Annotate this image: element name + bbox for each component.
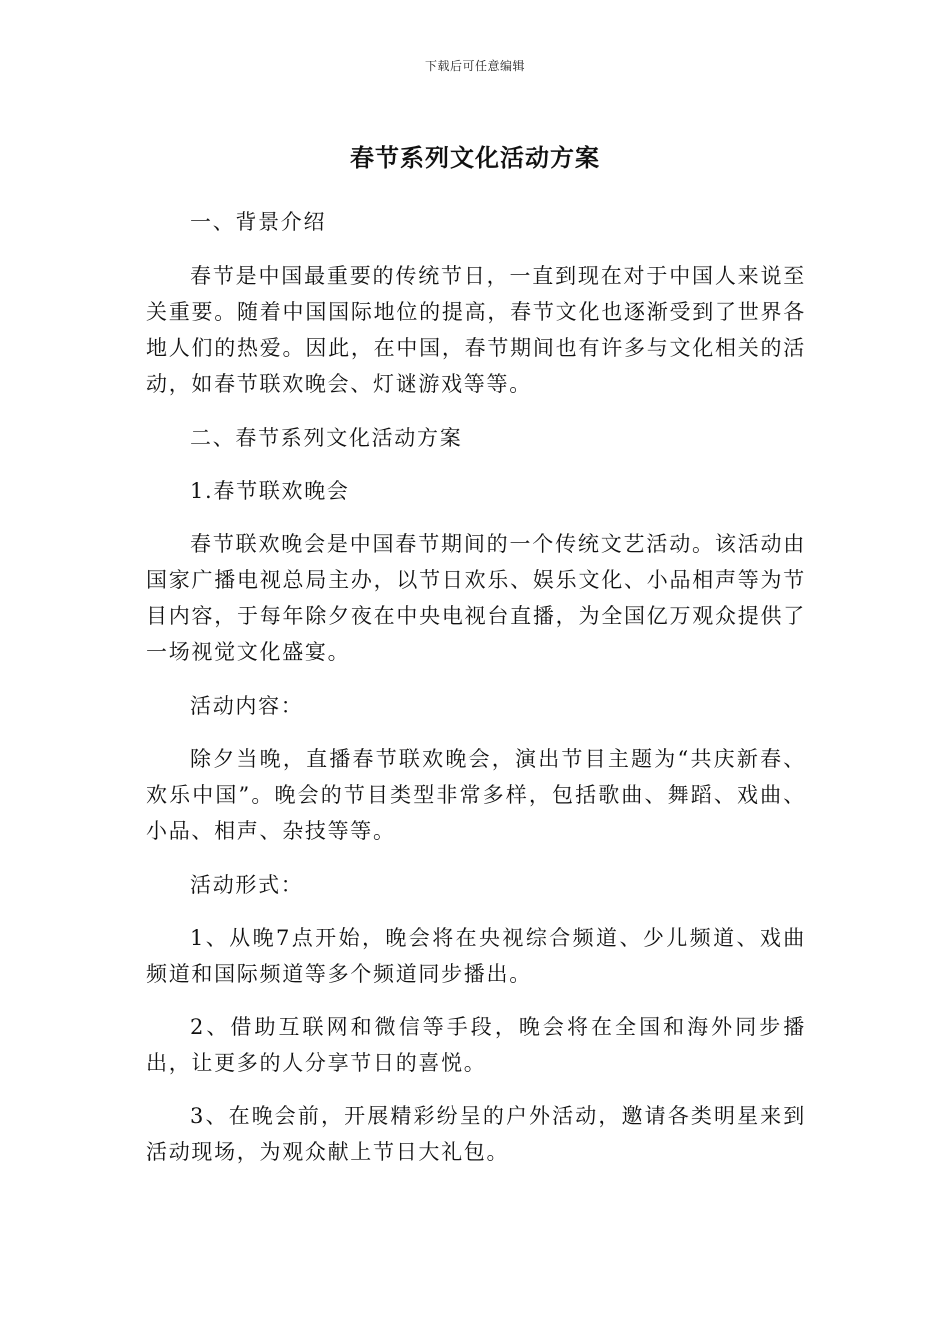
paragraph-gala-intro: 春节联欢晚会是中国春节期间的一个传统文艺活动。该活动由国家广播电视总局主办，以节日欢乐、娱乐文化、小品相声等为节目内容，于每年除夕夜在中央电视台直播，为全国亿万观众提供了一场视觉文化盛宴。 [146,532,806,664]
header-note: 下载后可任意编辑 [424,59,525,73]
list-item-format-3: 3、在晚会前，开展精彩纷呈的户外活动，邀请各类明星来到活动现场，为观众献上节日大礼包。 [146,1104,806,1164]
label-activity-content: 活动内容： [190,694,304,718]
section-heading-plan: 二、春节系列文化活动方案 [190,426,463,450]
list-item-format-2: 2、借助互联网和微信等手段，晚会将在全国和海外同步播出，让更多的人分享节日的喜悦。 [146,1015,806,1075]
label-activity-format: 活动形式： [190,873,304,897]
subsection-heading-gala: 1.春节联欢晚会 [190,479,350,503]
section-heading-background: 一、背景介绍 [190,210,327,234]
paragraph-activity-content: 除夕当晚，直播春节联欢晚会，演出节目主题为“共庆新春、欢乐中国”。晚会的节目类型非常多样，包括歌曲、舞蹈、戏曲、小品、相声、杂技等等。 [146,747,806,843]
list-item-format-1: 1、从晚7点开始，晚会将在央视综合频道、少儿频道、戏曲频道和国际频道等多个频道同步播出。 [146,926,806,986]
document-body [146,204,806,1170]
document-title: 春节系列文化活动方案 [350,144,600,172]
paragraph-background: 春节是中国最重要的传统节日，一直到现在对于中国人来说至关重要。随着中国国际地位的提高，春节文化也逐渐受到了世界各地人们的热爱。因此，在中国，春节期间也有许多与文化相关的活动，如春节联欢晚会、灯谜游戏等等。 [146,264,806,396]
